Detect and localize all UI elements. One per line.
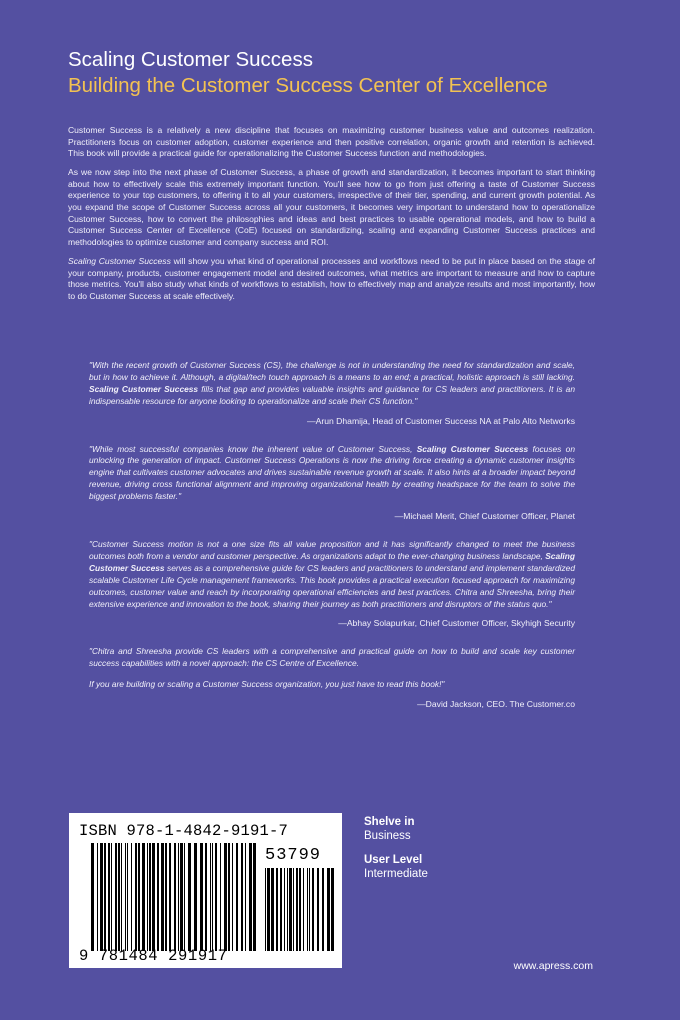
endorsements (89, 360, 575, 727)
description-paragraph-3: Scaling Customer Success will show you what kind of operational processes and workflows need to be put in place based on the stage of your company, products, customer engagement model and desired outcomes, what metrics are important to measure and how to capture those metrics. You'll also study what kinds of workflows to establish, how to effectively map and analyze results and most importantly, how to do Customer Success at scale effectively. (68, 255, 595, 301)
endorsement-text-2: If you are building or scaling a Customer Success organization, you just have to read this book!" (89, 679, 445, 690)
endorsement-text: "With the recent growth of Customer Success (CS), the challenge is not in understanding the need for standardization and scale, but in how to achieve it. Although, a digital/tech touch approach is a means to an end; a practical, holistic approach is still lacking. Scaling Customer Success fills that gap and provides valuable insights and guidance for CS leaders and practitioners. It is an indispensable resource for anyone looking to operationalize and scale their CS function." (89, 360, 575, 406)
website-link[interactable]: www.apress.com (513, 960, 593, 972)
endorsement-attribution: —Arun Dhamija, Head of Customer Success NA at Palo Alto Networks (307, 415, 575, 426)
endorsement-text: "Customer Success motion is not a one size fits all value proposition and it has significantly changed to meet the business outcomes both from a vendor and customer perspective. As organizations adapt to the ever-changing business landscape, Scaling Customer Success serves as a comprehensive guide for CS leaders and practitioners to understand and implement standardized scalable Customer Life Cycle management frameworks. This book provides a practical execution focused approach for maximizing outcomes, customer value and reach by incorporating operational efficiencies and best practices. Chitra and Shreesha, bring their extensive experience and innovation to the book, sharing their journey as both practitioners and disruptors of the status quo." (89, 538, 575, 609)
description (68, 125, 595, 310)
endorsement-attribution: —Abhay Solapurkar, Chief Customer Officer, Skyhigh Security (338, 618, 575, 629)
description-paragraph-2: As we now step into the next phase of Customer Success, a phase of growth and standardization, it becomes important to start thinking about how to effectively scale this extremely important function. You'll see how to go from just offering a taste of Customer Success experience to your top customers, to offering it to all your customers, irrespective of their tier, spending, and current growth potential. As you expand the scope of Customer Success across all your customers, it becomes very important to understand how to operationalize Customer Success, how to convert the philosophies and ideas and best practices to usable operational models, and how to build a Customer Success Center of Excellence (CoE) focused on standardizing, scaling and expanding Customer Success practices and methodologies to optimize customer and company success and ROI. (68, 167, 595, 247)
user-level-label: User Level (364, 854, 423, 866)
endorsement-text: "Chitra and Shreesha provide CS leaders with a comprehensive and practical guide on how to build and scale key customer success capabilities with a novel approach: the CS Centre of Excellence. (89, 646, 575, 669)
endorsement-4 (89, 646, 575, 711)
price-code: 53799 (265, 846, 322, 865)
price-barcode-icon (265, 868, 335, 951)
barcode-box (69, 813, 342, 968)
endorsement-attribution: —Michael Merit, Chief Customer Officer, Planet (394, 511, 575, 522)
shelving-info (364, 815, 428, 891)
isbn-text: ISBN 978-1-4842-9191-7 (79, 822, 289, 840)
endorsement-text: "While most successful companies know the inherent value of Customer Success, Scaling Customer Success focuses on unlocking the generation of impact. Customer Success Operations is now the driving force creating a dynamic customer insights engine that cultivates customer advocates and drives sustainable revenue growth at scale. It also hints at a broader impact beyond revenue, driving cross functional alignment and improving organizational health by creating headspace for the team to solve the biggest problems faster." (89, 443, 575, 502)
book-subtitle: Building the Customer Success Center of Excellence (68, 74, 548, 97)
endorsement-2 (89, 444, 575, 523)
ean-digits: 9 781484 291917 (79, 947, 228, 965)
endorsement-attribution: —David Jackson, CEO. The Customer.co (417, 699, 575, 710)
barcode-bars-icon (91, 843, 257, 951)
description-paragraph-1: Customer Success is a relatively a new discipline that focuses on maximizing customer business value and outcomes realization. Practitioners focus on customer adoption, customer experience and then positive correlation, organic growth and retention is achieved. This book will provide a practical guide for operationalizing the Customer Success function and methodologies. (68, 125, 595, 159)
book-title-inline: Scaling Customer Success (68, 255, 171, 266)
shelve-label: Shelve in (364, 816, 415, 828)
book-title: Scaling Customer Success (68, 48, 313, 71)
endorsement-3 (89, 539, 575, 630)
shelve-value: Business (364, 830, 411, 842)
endorsement-1 (89, 360, 575, 428)
user-level-value: Intermediate (364, 868, 428, 880)
